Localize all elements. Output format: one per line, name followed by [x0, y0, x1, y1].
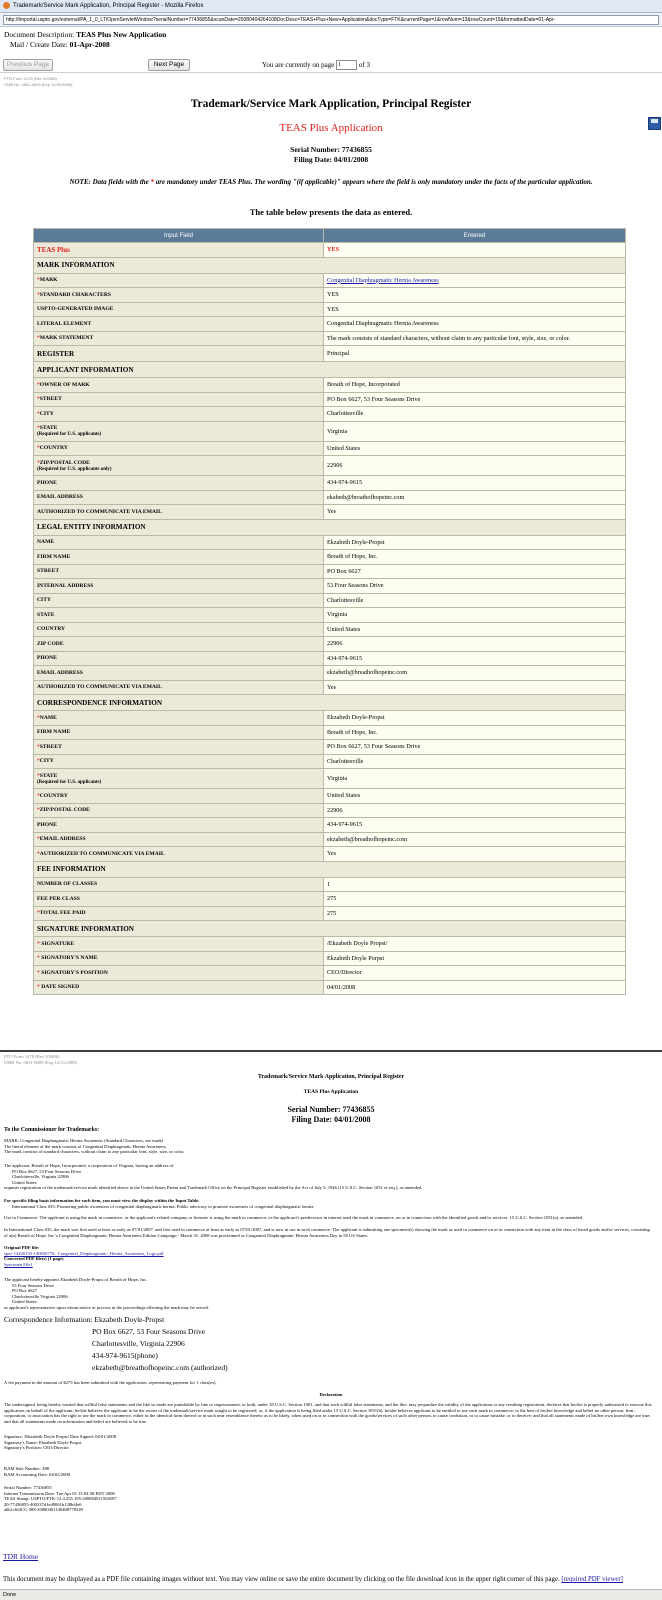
transmission-lines: Serial Number: 77436855 Internet Transmission Date: Tue Apr 01 15:04:58 EDT 2008 TEAS Stamp: USPTO/FTK-12.4.255.195-200804011504587 20-77436855-400337d1ed9061b128bf4e6 a6b1c6f4CC-388-20080401140408778349: [4, 1485, 117, 1513]
applicant-row: [34, 407, 626, 422]
correspondence-field-label: *STREET: [34, 740, 324, 755]
applicant-information-section-title: APPLICANT INFORMATION: [34, 362, 626, 378]
desc-value: TEAS Plus New Application: [76, 30, 167, 39]
mark-information-section-title: MARK INFORMATION: [34, 257, 626, 273]
teas-plus-row: [34, 243, 626, 258]
correspondence-field-label: *EMAIL ADDRESS: [34, 832, 324, 847]
legal-entity-row: [34, 680, 626, 695]
register-value: Principal: [324, 346, 626, 362]
applicant-field-value: 434-974-9615: [324, 476, 626, 491]
correspondence-section: [34, 695, 626, 711]
specimen-file-link[interactable]: Specimen File1: [4, 1261, 33, 1267]
omb-number: OMB No. 0651-0009 (Exp 12/31/2008): [4, 82, 73, 87]
correspondence-row: [34, 789, 626, 804]
window-title: Trademark/Service Mark Application, Principal Register - Mozilla Firefox: [13, 3, 204, 9]
fee-field-value: 275: [324, 906, 626, 921]
legal-entity-field-label: ZIP CODE: [34, 637, 324, 652]
mark-field-label: *MARK: [34, 273, 324, 288]
date-label: Mail / Create Date:: [10, 40, 68, 49]
mark-field-value[interactable]: [324, 273, 626, 288]
pdf-note: This document may be displayed as a PDF file containing images without text. You may view online or save the entire document by clicking on the file download icon in the upper right corner of this page. [required PDF viewer]: [3, 1576, 623, 1583]
fee-field-value: 1: [324, 877, 626, 892]
applicant-field-value: Charlottesville: [324, 407, 626, 422]
legal-entity-field-label: PHONE: [34, 651, 324, 666]
window-title-bar: [0, 0, 662, 13]
page2-title: Trademark/Service Mark Application, Principal Register: [257, 1074, 405, 1080]
teas-plus-value: YES: [324, 243, 626, 258]
correspondence-field-label: *COUNTRY: [34, 789, 324, 804]
date-value: 01-Apr-2008: [69, 40, 110, 49]
correspondence-field-value: 434-974-9615: [324, 818, 626, 833]
applicant-information-section: [34, 362, 626, 378]
specimen-files: Original PDF file: spec-12420193-140830776 . Congenital_Diaphragmatic_Hernia_Awareness_Logo.pdf Converted PDF file(s) (1 page) Specimen File1: [4, 1245, 164, 1267]
legal-entity-row: [34, 579, 626, 594]
legal-entity-row: [34, 666, 626, 681]
legal-entity-field-label: NAME: [34, 535, 324, 550]
applicant-field-value: Yes: [324, 505, 626, 520]
correspondence-block: Correspondence Information: Ekzabeth Doyle-Propst PO Box 6627, 53 Four Seasons Drive Charlottesville, Virginia 22906 434-974-9615(phone) ekzabeth@breathofhopeinc.com (authorized): [4, 1315, 228, 1372]
correspondence-row: [34, 818, 626, 833]
legal-entity-field-value: ekzabeth@breathofhopeinc.com: [324, 666, 626, 681]
applicant-row: [34, 456, 626, 476]
correspondence-field-value: Yes: [324, 847, 626, 862]
correspondence-field-value: ekzabeth@breathofhopeinc.com: [324, 832, 626, 847]
applicant-row: [34, 392, 626, 407]
form-number-2: PTO Form 1478 (Rev 9/2006) OMB No. 0651-0009 (Exp 12/31/2008): [4, 1054, 78, 1065]
applicant-field-label: *ZIP/POSTAL CODE (Required for U.S. applicants only): [34, 456, 324, 476]
correspondence-field-value: United States: [324, 789, 626, 804]
correspondence-section-title: CORRESPONDENCE INFORMATION: [34, 695, 626, 711]
signature-field-label: * SIGNATORY'S NAME: [34, 951, 324, 966]
mark-field-value: The mark consists of standard characters, without claim to any particular font, style, size, or color.: [324, 331, 626, 346]
form-number: PTO Form 1478 (Rev 9/2006): [4, 76, 57, 81]
register-row: [34, 346, 626, 362]
mark-field-value: YES: [324, 302, 626, 317]
legal-entity-row: [34, 651, 626, 666]
application-data-table: [33, 228, 626, 995]
legal-entity-field-value: Virginia: [324, 608, 626, 623]
mandatory-note: NOTE: Data fields with the * are mandatory under TEAS Plus. The wording "(if applicable)" appears where the field is only mandatory under the facts of the particular application.: [69, 178, 593, 186]
applicant-field-value: Virginia: [324, 421, 626, 441]
legal-entity-row: [34, 637, 626, 652]
applicant-field-label: *OWNER OF MARK: [34, 378, 324, 393]
applicant-row: [34, 476, 626, 491]
legal-entity-row: [34, 535, 626, 550]
legal-entity-field-label: AUTHORIZED TO COMMUNICATE VIA EMAIL: [34, 680, 324, 695]
legal-entity-section-title: LEGAL ENTITY INFORMATION: [34, 519, 626, 535]
page-text: You are currently on page: [262, 61, 335, 69]
fee-information-section-title: FEE INFORMATION: [34, 861, 626, 877]
legal-entity-field-value: Charlottesville: [324, 593, 626, 608]
applicant-field-label: *CITY: [34, 407, 324, 422]
commissioner-heading: To the Commissioner for Trademarks:: [4, 1127, 100, 1133]
fee-information-section: [34, 861, 626, 877]
correspondence-field-label: FIRM NAME: [34, 725, 324, 740]
correspondence-field-value: Virginia: [324, 769, 626, 789]
correspondence-row: [34, 754, 626, 769]
mark-field-label: *MARK STATEMENT: [34, 331, 324, 346]
correspondence-row: [34, 847, 626, 862]
signature-row: [34, 937, 626, 952]
mark-row: [34, 317, 626, 332]
original-pdf-link[interactable]: spec-12420193-140830776 . Congenital_Diaphragmatic_Hernia_Awareness_Logo.pdf: [4, 1250, 164, 1256]
legal-entity-row: [34, 593, 626, 608]
applicant-field-value: 22906: [324, 456, 626, 476]
legal-entity-field-label: CITY: [34, 593, 324, 608]
page2-serial: Serial Number: 77436855 Filing Date: 04/01/2008: [287, 1105, 375, 1124]
applicant-row: [34, 421, 626, 441]
desc-label: Document Description:: [4, 30, 75, 39]
declaration-title: Declaration: [319, 1392, 343, 1397]
correspondence-field-value: Ekzabeth Doyle-Propst: [324, 711, 626, 726]
signature-row: [34, 951, 626, 966]
declaration-text: The undersigned, being hereby warned that willful false statements and the like so made are punishable by fine or imprisonment, or both, under 18 U.S.C. Section 1001, and that such willful false statements, and the like, may jeopardize the validity of the application or any resulting registration, declares that he/she is properly authorized to execute this application on behalf of the applicant; he/she believes the applicant to be the owner of the trademark/service mark sought to be registered, or, if the application is being filed under 15 U.S.C. Section 1051(b), he/she believes applicant to be entitled to use such mark in commerce; to the best of his/her knowledge and belief no other person, firm, corporation, or association has the right to use the mark in commerce, either in the identical form thereof or in such near resemblance thereto as to be likely, when used on or in connection with the goods/services of such other person, to cause confusion, or to cause mistake, or to deceive; and that all statements made of his/her own knowledge are true; and that all statements made on information and belief are believed to be true.: [4, 1402, 652, 1424]
applicant-field-value: PO Box 6627, 53 Four Seasons Drive: [324, 392, 626, 407]
fee-row: [34, 877, 626, 892]
correspondence-field-label: *STATE (Required for U.S. applicants): [34, 769, 324, 789]
mark-row: [34, 331, 626, 346]
table-caption: The table below presents the data as entered.: [249, 207, 413, 217]
applicant-lines: The applicant, Breath of Hope, Incorporated, a corporation of Virginia, having an address of PO Box 6627, 53 Four Seasons Drive Charlottesville, Virginia 22906 United States requests registration of the trademark/service mark identified above in the United States Patent and Trademark Office on the Principal Register established by the Act of July 5, 1946 (15 U.S.C. Section 1051 et seq.), as amended.: [4, 1163, 423, 1191]
signature-field-value: /Ekzabeth Doyle Propst/: [324, 937, 626, 952]
legal-entity-field-value: 53 Four Seasons Drive: [324, 579, 626, 594]
previous-page-button[interactable]: Previous Page: [3, 59, 53, 71]
filing-basis: For specific filing basis information for each item, you must view the display within the Input Table. International Class 035: Promoting public awareness of congenital diaphragmatic hernia; Public advocacy to promote awareness of congenital diaphragmatic hernia: [4, 1198, 314, 1209]
page-indicator: [262, 60, 370, 70]
use-in-commerce: Use in Commerce: The applicant is using the mark in commerce, or the applicant's related company or licensee is using the mark in commerce, or the applicant's predecessor in interest used the mark in commerce, on or in connection with the identified goods and/or services. 15 U.S.C. Section 1051(a), as amended.: [4, 1215, 584, 1220]
applicant-field-label: EMAIL ADDRESS: [34, 490, 324, 505]
document-header: [4, 30, 166, 50]
legal-entity-field-value: United States: [324, 622, 626, 637]
applicant-field-value: United States: [324, 441, 626, 456]
legal-entity-field-value: PO Box 6627: [324, 564, 626, 579]
teas-plus-label: TEAS Plus: [34, 243, 324, 258]
tdr-home-link[interactable]: TDR Home: [3, 1552, 39, 1561]
serial-block: [0, 145, 662, 165]
correspondence-field-label: PHONE: [34, 818, 324, 833]
url-input[interactable]: http://tmportal.uspto.gov/external/PA_1_0_LT/OpenServletWindow?serialNumber=77436855&scanDate=20080404264108DocDesc=TEAS+Plus+New+Application&docType=FTK&currentPage=1&rowNum=13&rowCount=15&formattedDate=01-Apr-: [3, 15, 659, 25]
mark-field-value: YES: [324, 288, 626, 303]
of-text: of: [358, 61, 365, 69]
applicant-field-label: *STREET: [34, 392, 324, 407]
applicant-field-label: PHONE: [34, 476, 324, 491]
mark-field-value: Congenital Diaphragmatic Hernia Awareness: [324, 317, 626, 332]
legal-entity-field-label: EMAIL ADDRESS: [34, 666, 324, 681]
total-pages: 3: [366, 61, 370, 69]
applicant-field-value: ekabeth@breathofhopeinc.com: [324, 490, 626, 505]
signature-field-value: Ekzabeth Doyle Porpst: [324, 951, 626, 966]
correspondence-field-label: *NAME: [34, 711, 324, 726]
page-subtitle: TEAS Plus Application: [279, 122, 383, 134]
fee-field-label: *TOTAL FEE PAID: [34, 906, 324, 921]
page-two-document: [0, 1050, 662, 1532]
applicant-field-label: *STATE (Required for U.S. applicants): [34, 421, 324, 441]
correspondence-field-label: *AUTHORIZED TO COMMUNICATE VIA EMAIL: [34, 847, 324, 862]
fee-field-label: NUMBER OF CLASSES: [34, 877, 324, 892]
correspondence-row: [34, 769, 626, 789]
legal-entity-field-value: 434-974-9615: [324, 651, 626, 666]
fee-row: [34, 906, 626, 921]
col-entered: Entered: [324, 229, 626, 243]
signature-lines: Signature: /Ekzabeth Doyle Propst/ Date Signed: 04/01/2008 Signatory's Name: Ekzabeth Doyle Porpst Signatory's Position: CEO/Director: [4, 1434, 117, 1451]
col-input-field: Input Field: [34, 229, 324, 243]
correspondence-field-label: *CITY: [34, 754, 324, 769]
legal-entity-field-label: COUNTRY: [34, 622, 324, 637]
mark-link[interactable]: Congenital Diaphragmatic Hernia Awareness: [327, 276, 439, 284]
mark-information-section: [34, 257, 626, 273]
signature-row: [34, 966, 626, 981]
correspondence-field-value: Charlottesville: [324, 754, 626, 769]
mark-field-label: USPTO-GENERATED IMAGE: [34, 302, 324, 317]
serial-number: Serial Number: 77436855: [290, 145, 372, 154]
signature-field-value: 04/01/2008: [324, 980, 626, 995]
mark-row: [34, 288, 626, 303]
legal-entity-field-label: STREET: [34, 564, 324, 579]
fee-field-label: FEE PER CLASS: [34, 892, 324, 907]
legal-entity-field-value: Ekzabeth Doyle-Propst: [324, 535, 626, 550]
fee-row: [34, 892, 626, 907]
legal-entity-field-label: FIRM NAME: [34, 550, 324, 565]
mark-field-label: *STANDARD CHARACTERS: [34, 288, 324, 303]
applicant-field-value: Breath of Hope, Incorporated: [324, 378, 626, 393]
legal-entity-row: [34, 550, 626, 565]
page-title: Trademark/Service Mark Application, Principal Register: [190, 98, 472, 110]
filing-date: Filing Date: 04/01/2008: [293, 155, 369, 164]
correspondence-row: [34, 725, 626, 740]
correspondence-field-value: Breath of Hope, Inc.: [324, 725, 626, 740]
legal-entity-row: [34, 622, 626, 637]
ram-lines: RAM Sale Number: 388 RAM Accounting Date: 04/02/2008: [4, 1466, 70, 1477]
page-number-input[interactable]: 1: [336, 60, 357, 70]
correspondence-field-value: 22906: [324, 803, 626, 818]
register-label: REGISTER: [34, 346, 324, 362]
signature-field-label: * SIGNATURE: [34, 937, 324, 952]
legal-entity-row: [34, 608, 626, 623]
next-page-button[interactable]: Next Page: [148, 59, 190, 71]
mark-field-label: LITERAL ELEMENT: [34, 317, 324, 332]
applicant-field-label: AUTHORIZED TO COMMUNICATE VIA EMAIL: [34, 505, 324, 520]
correspondence-field-label: *ZIP/POSTAL CODE: [34, 803, 324, 818]
signature-row: [34, 980, 626, 995]
firefox-icon: [3, 2, 10, 9]
correspondence-row: [34, 740, 626, 755]
signature-field-value: CEO/Director: [324, 966, 626, 981]
correspondence-row: [34, 711, 626, 726]
appointment-lines: The applicant hereby appoints Ekzabeth Doyle-Propst of Breath of Hope, Inc. 53 Four Seasons Drive PO Box 6627 Charlottesville Virginia 22906 United States as applicant's representative upon whom notice or process in the proceedings affecting the mark may be served.: [4, 1277, 209, 1310]
mark-lines: MARK: Congenital Diaphragmatic Hernia Awareness (Standard Characters, see mark) The literal element of the mark consists of Congenital Diaphragmatic Hernia Awareness. The mark consists of standard characters, without claim to any particular font, style, size, or color.: [4, 1138, 185, 1155]
pdf-viewer-link[interactable]: [required PDF viewer]: [561, 1576, 623, 1583]
applicant-row: [34, 441, 626, 456]
correspondence-row: [34, 803, 626, 818]
applicant-row: [34, 490, 626, 505]
class-035-text: In International Class 035, the mark was first used at least as early as 07/01/2007, and first used in commerce at least as early as 07/01/2007, and is now in use in such commerce. The applicant is submitting one specimen(s) showing the mark as used in commerce on or in connection with any item in the class of listed goods and/or services, consisting of a(n) Breath of Hope, Inc.'s Congenital Diaphragmatic Hernia Awareness Edition Campaign - March 31, 2008 was proclaimed as Congenital Diaphragmatic Hernia Awareness Day in 50 US States.: [4, 1227, 650, 1238]
legal-entity-field-label: STATE: [34, 608, 324, 623]
applicant-row: [34, 378, 626, 393]
table-header-row: [34, 229, 626, 243]
signature-field-label: * SIGNATORY'S POSITION: [34, 966, 324, 981]
status-bar: Done: [0, 1589, 662, 1600]
fee-line: A fee payment in the amount of $275 has been submitted with the application, representing payment for 1 class(es).: [4, 1380, 217, 1385]
applicant-row: [34, 505, 626, 520]
applicant-field-label: *COUNTRY: [34, 441, 324, 456]
correspondence-row: [34, 832, 626, 847]
signature-information-section: [34, 921, 626, 937]
fee-field-value: 275: [324, 892, 626, 907]
legal-entity-row: [34, 564, 626, 579]
legal-entity-field-label: INTERNAL ADDRESS: [34, 579, 324, 594]
address-bar: [0, 13, 662, 27]
legal-entity-section: [34, 519, 626, 535]
correspondence-field-value: PO Box 6627, 53 Four Seasons Drive: [324, 740, 626, 755]
signature-field-label: * DATE SIGNED: [34, 980, 324, 995]
mark-row: [34, 273, 626, 288]
signature-information-section-title: SIGNATURE INFORMATION: [34, 921, 626, 937]
page2-subtitle: TEAS Plus Application: [303, 1089, 359, 1095]
legal-entity-field-value: 22906: [324, 637, 626, 652]
page-navigation: [0, 58, 662, 73]
legal-entity-field-value: Yes: [324, 680, 626, 695]
legal-entity-field-value: Breath of Hope, Inc.: [324, 550, 626, 565]
mark-row: [34, 302, 626, 317]
